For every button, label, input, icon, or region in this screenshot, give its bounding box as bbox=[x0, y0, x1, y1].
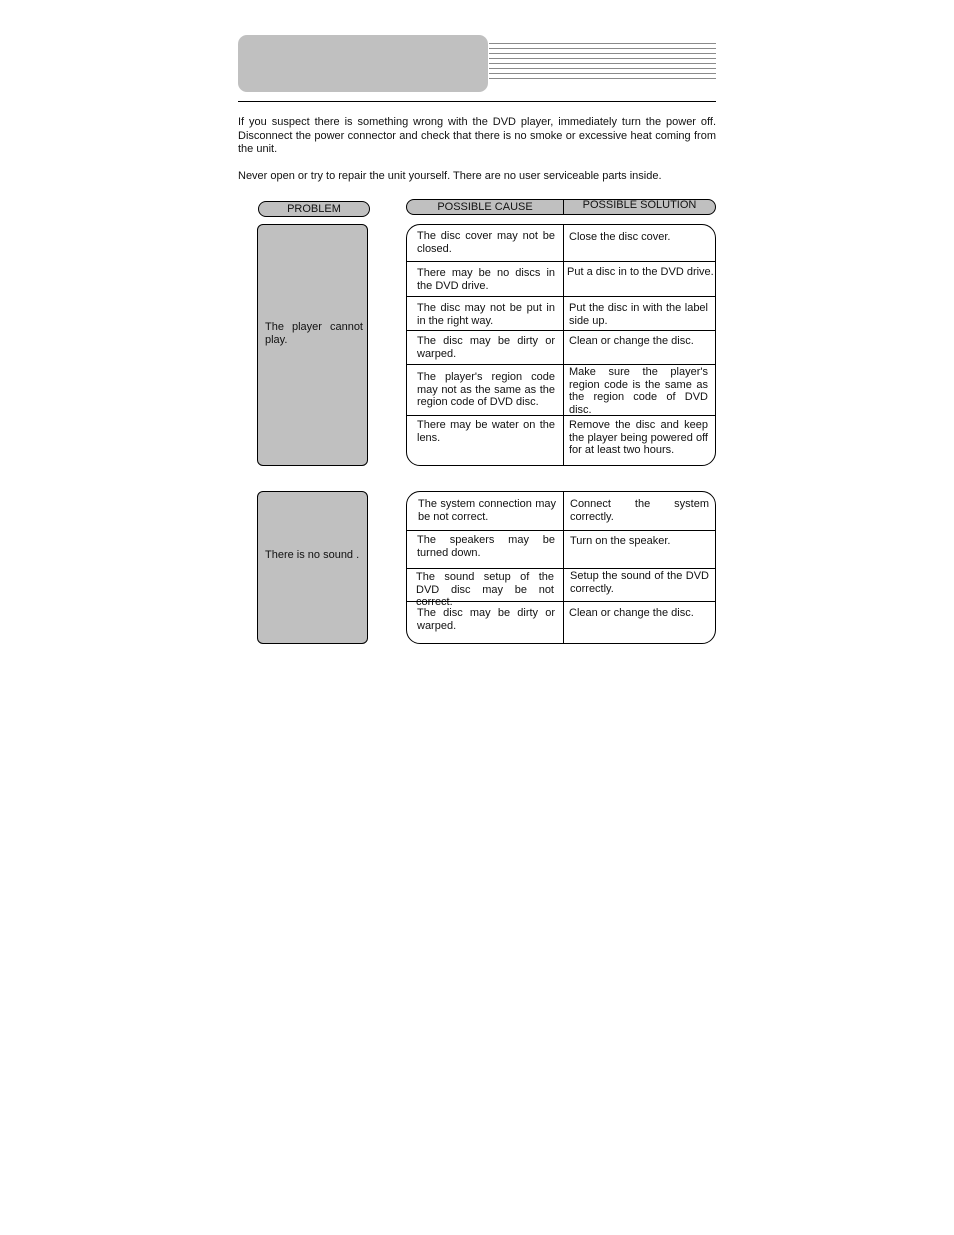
solution-cell: Remove the disc and keep the player being powered off for at least two hours. bbox=[569, 419, 708, 456]
solution-cell: Put a disc in to the DVD drive. bbox=[567, 266, 714, 278]
solution-cell: Make sure the player's region code is the same as the region code of DVD disc. bbox=[569, 366, 708, 416]
problem-box-cannot-play bbox=[257, 224, 368, 466]
cause-cell: The disc may not be put in in the right way. bbox=[417, 302, 555, 327]
cause-header-label: POSSIBLE CAUSE bbox=[437, 201, 533, 213]
problem-text: The player cannot play. bbox=[265, 321, 363, 346]
solution-cell: Close the disc cover. bbox=[569, 231, 671, 243]
cause-cell: The disc may be dirty or warped. bbox=[417, 607, 555, 632]
cause-cell: The disc may be dirty or warped. bbox=[417, 335, 555, 360]
cause-cell: The sound setup of the DVD disc may be not correct. bbox=[416, 571, 554, 608]
page-title-tab bbox=[238, 35, 488, 92]
header-rule bbox=[238, 101, 716, 102]
solution-cell: Put the disc in with the label side up. bbox=[569, 302, 708, 327]
table-row bbox=[407, 530, 715, 569]
solution-cell: Turn on the speaker. bbox=[570, 535, 671, 547]
cause-cell: The disc cover may not be closed. bbox=[417, 230, 555, 255]
table-row bbox=[407, 568, 715, 608]
table-row bbox=[407, 415, 715, 466]
intro-paragraph-2: Never open or try to repair the unit yourself. There are no user serviceable parts inside. bbox=[238, 170, 662, 182]
solution-cell: Setup the sound of the DVD correctly. bbox=[570, 570, 709, 595]
cause-cell: There may be no discs in the DVD drive. bbox=[417, 267, 555, 292]
cause-cell: The player's region code may not as the same as the region code of DVD disc. bbox=[417, 371, 555, 408]
cause-cell: The system connection may be not correct. bbox=[418, 498, 556, 523]
table-row bbox=[407, 492, 715, 530]
problem-text: There is no sound . bbox=[265, 549, 360, 561]
problem-box-no-sound bbox=[257, 491, 368, 644]
solution-cell: Clean or change the disc. bbox=[569, 607, 694, 619]
table-row bbox=[407, 601, 715, 644]
table-row bbox=[407, 261, 715, 297]
solution-header-label: POSSIBLE SOLUTION bbox=[582, 199, 697, 211]
table-row bbox=[407, 330, 715, 365]
cause-cell: There may be water on the lens. bbox=[417, 419, 555, 444]
cause-solution-table-cannot-play bbox=[406, 224, 716, 466]
cause-cell: The speakers may be turned down. bbox=[417, 534, 555, 559]
solution-cell: Connect the system correctly. bbox=[570, 498, 709, 523]
cause-solution-table-no-sound bbox=[406, 491, 716, 644]
problem-header-label: PROBLEM bbox=[287, 203, 341, 215]
solution-cell: Clean or change the disc. bbox=[569, 335, 694, 347]
header-decorative-lines bbox=[489, 43, 716, 83]
table-row bbox=[407, 296, 715, 331]
cause-solution-header bbox=[406, 199, 716, 215]
table-row bbox=[407, 364, 715, 416]
problem-header bbox=[258, 201, 370, 217]
intro-paragraph-1: If you suspect there is something wrong with the DVD player, immediately turn the power off. Disconnect the power connector and check that there is no smoke or excessive heat coming from the unit. bbox=[238, 116, 716, 155]
table-row bbox=[407, 225, 715, 261]
